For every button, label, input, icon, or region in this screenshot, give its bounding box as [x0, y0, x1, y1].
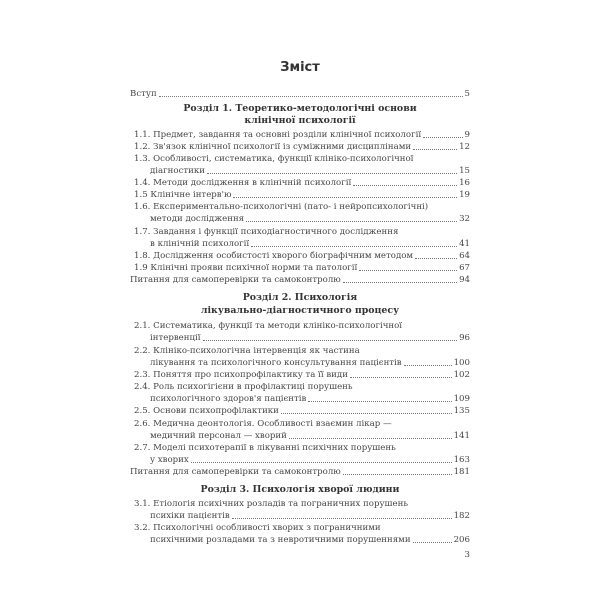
section1-heading-line2: клінічної психології	[244, 115, 356, 126]
toc-entry[interactable]	[134, 142, 470, 153]
entry-page: 67	[459, 263, 470, 273]
entry-text-cont: психологічного здоров'я пацієнтів	[150, 394, 307, 404]
leader-dots	[423, 130, 462, 138]
entry-page: 15	[459, 166, 470, 176]
toc-entry[interactable]	[134, 370, 470, 381]
entry-page: 41	[459, 239, 470, 249]
entry-page: 102	[453, 370, 470, 380]
entry-text[interactable]: 3.2. Психологічні особливості хворих з пограничними	[134, 523, 381, 533]
entry-text-cont: у хворих	[150, 455, 189, 465]
toc-entry[interactable]	[150, 333, 470, 344]
entry-text-cont: психіки пацієнтів	[150, 511, 230, 521]
entry-text-cont: методи дослідження	[150, 214, 245, 224]
toc-entry[interactable]	[134, 190, 470, 201]
entry-text: Питання для самоперевірки та самоконтролю	[130, 275, 341, 285]
toc-entry[interactable]	[150, 214, 470, 225]
entry-page: 109	[453, 394, 470, 404]
toc-entry[interactable]	[134, 130, 470, 141]
entry-page: 181	[453, 467, 470, 477]
entry-text: Питання для самоперевірки та самоконтролю	[130, 467, 341, 477]
leader-dots	[203, 333, 458, 341]
entry-page: 94	[459, 275, 470, 285]
leader-dots	[308, 394, 451, 402]
entry-page: 96	[459, 333, 470, 343]
entry-text[interactable]: 2.1. Систематика, функції та методи клініко-психологічної	[134, 321, 403, 331]
toc-entry[interactable]	[150, 455, 470, 466]
toc-entry[interactable]	[150, 239, 470, 250]
leader-dots	[289, 431, 452, 439]
entry-text[interactable]: 2.2. Клініко-психологічна інтервенція як частина	[134, 346, 360, 356]
leader-dots	[207, 166, 457, 174]
entry-text[interactable]: 3.1. Етіологія психічних розладів та пограничних порушень	[134, 499, 409, 509]
entry-page: 5	[464, 89, 470, 99]
leader-dots	[413, 535, 452, 543]
leader-dots	[232, 511, 452, 519]
entry-text-cont: психічними розладами та з невротичними порушеннями	[150, 535, 411, 545]
entry-text: 1.9 Клінічні прояви психічної норми та патології	[134, 263, 358, 273]
section1-heading-line1: Розділ 1. Теоретико-методологічні основи	[183, 103, 417, 114]
entry-text-cont: в клінічній психології	[150, 239, 250, 249]
section2-heading-line2: лікувально-діагностичного процесу	[200, 305, 400, 316]
toc-entry-questions[interactable]	[130, 467, 470, 478]
entry-page: 141	[453, 431, 470, 441]
toc-entry[interactable]	[134, 263, 470, 274]
leader-dots	[353, 178, 457, 186]
entry-page: 32	[459, 214, 470, 224]
leader-dots	[251, 239, 457, 247]
toc-entry[interactable]	[150, 511, 470, 522]
leader-dots	[159, 89, 463, 97]
leader-dots	[191, 455, 452, 463]
entry-text-cont: інтервенції	[150, 333, 201, 343]
leader-dots	[281, 406, 452, 414]
toc-entry[interactable]	[150, 431, 470, 442]
entry-page: 163	[453, 455, 470, 465]
entry-page: 135	[453, 406, 470, 416]
entry-text[interactable]: 1.3. Особливості, систематика, функції клініко-психологічної	[134, 154, 414, 164]
entry-page: 100	[453, 358, 470, 368]
entry-text-cont: медичний персонал — хворий	[150, 431, 287, 441]
leader-dots	[343, 275, 457, 283]
leader-dots	[415, 251, 457, 259]
toc-entry[interactable]	[150, 394, 470, 405]
entry-page: 16	[459, 178, 470, 188]
toc-entry-intro[interactable]	[130, 89, 470, 100]
section3-heading: Розділ 3. Психологія хворої людини	[200, 484, 400, 495]
toc-entry[interactable]	[150, 358, 470, 369]
entry-text: 2.5. Основи психопрофілактики	[134, 406, 279, 416]
entry-text: 2.3. Поняття про психопрофілактику та її види	[134, 370, 348, 380]
toc-title: Зміст	[280, 60, 320, 75]
entry-text: 1.5 Клінічне інтерв'ю	[134, 190, 232, 200]
leader-dots	[404, 358, 452, 366]
entry-page: 182	[453, 511, 470, 521]
leader-dots	[246, 214, 457, 222]
leader-dots	[413, 142, 457, 150]
entry-text: 1.1. Предмет, завдання та основні розділи клінічної психології	[134, 130, 422, 140]
entry-page: 9	[464, 130, 470, 140]
entry-page: 19	[459, 190, 470, 200]
entry-text[interactable]: 2.4. Роль психогігієни в профілактиці порушень	[134, 382, 353, 392]
entry-text: 1.2. Зв'язок клінічної психології із суміжними дисциплінами	[134, 142, 412, 152]
toc-entry[interactable]	[150, 535, 470, 546]
leader-dots	[233, 190, 457, 198]
entry-text[interactable]: 2.7. Моделі психотерапії в лікуванні психічних порушень	[134, 443, 396, 453]
entry-page: 64	[459, 251, 470, 261]
entry-text: 1.8. Дослідження особистості хворого біографічним методом	[134, 251, 414, 261]
entry-text-cont: діагностики	[150, 166, 205, 176]
entry-text-cont: лікування та психологічного консультування пацієнтів	[150, 358, 402, 368]
entry-text[interactable]: 1.7. Завдання і функції психодіагностичного дослідження	[134, 227, 399, 237]
toc-entry[interactable]	[150, 166, 470, 177]
toc-entry-questions[interactable]	[130, 275, 470, 286]
toc-entry[interactable]	[134, 178, 470, 189]
toc-entry[interactable]	[134, 406, 470, 417]
leader-dots	[359, 263, 457, 271]
toc-entry[interactable]	[134, 251, 470, 262]
page-number: 3	[464, 550, 470, 560]
entry-text: Вступ	[130, 89, 157, 99]
leader-dots	[343, 467, 452, 475]
entry-text[interactable]: 1.6. Експериментально-психологічні (пато- і нейропсихологічні)	[134, 202, 429, 212]
section2-heading-line1: Розділ 2. Психологія	[242, 292, 358, 303]
entry-page: 206	[453, 535, 470, 545]
entry-page: 12	[459, 142, 470, 152]
leader-dots	[350, 370, 452, 378]
entry-text[interactable]: 2.6. Медична деонтологія. Особливості взаємин лікар —	[134, 419, 392, 429]
entry-text: 1.4. Методи дослідження в клінічній психології	[134, 178, 352, 188]
